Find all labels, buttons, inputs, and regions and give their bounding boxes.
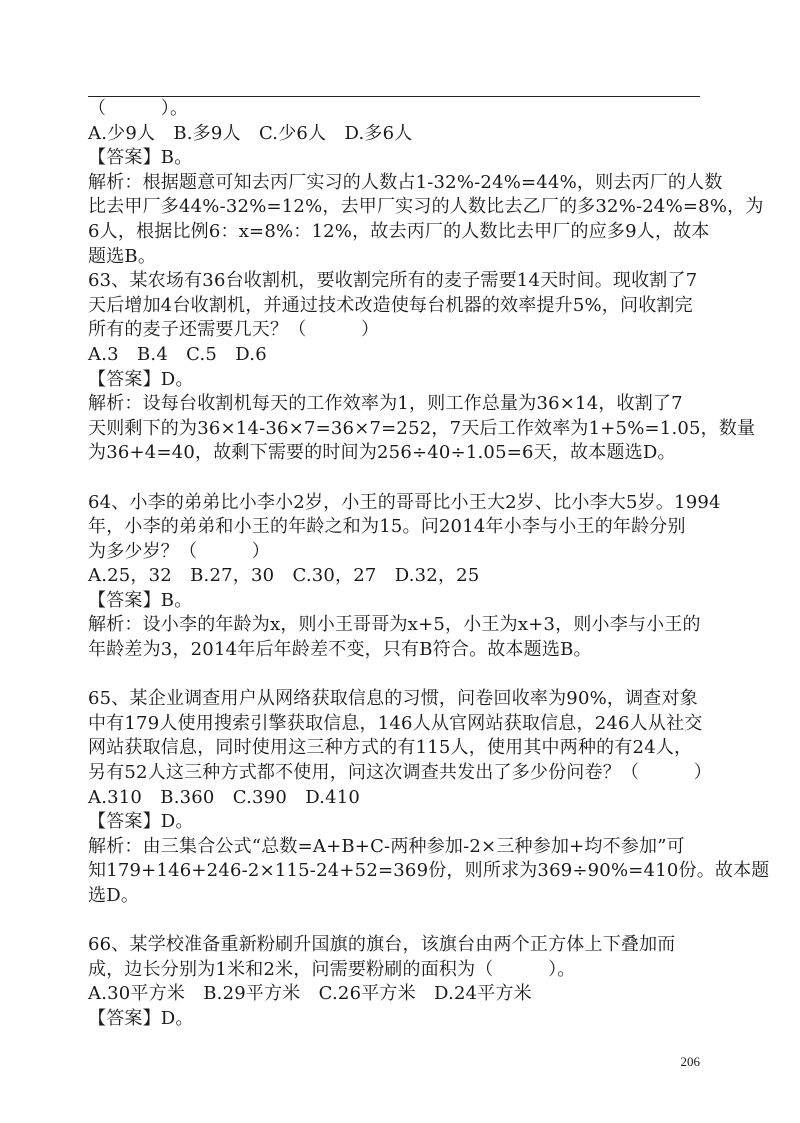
text-line: 另有52人这三种方式都不使用，问这次调查共发出了多少份问卷？（ ） [88, 762, 712, 784]
text-line: 为多少岁？（ ） [88, 540, 270, 562]
text-line: 63、某农场有36台收割机，要收割完所有的麦子需要14天时间。现收割了7 [88, 270, 698, 292]
text-line: A.25，32 B.27，30 C.30，27 D.32，25 [88, 565, 480, 587]
text-line: A.30平方米 B.29平方米 C.26平方米 D.24平方米 [88, 983, 532, 1005]
text-line: （ ）。 [88, 98, 189, 119]
paragraph-gap [88, 663, 700, 688]
text-line: A.3 B.4 C.5 D.6 [88, 343, 267, 365]
text-line: 比去甲厂多44%-32%=12%，去甲厂实习的人数比去乙厂的多32%-24%=8%，为 [88, 196, 764, 218]
text-line: 天则剩下的为36×14-36×7=36×7=252，7天后工作效率为1+5%=1.05，数量 [88, 417, 756, 439]
text-line: 为36+4=40，故剩下需要的时间为256÷40÷1.05=6天，故本题选D。 [88, 442, 676, 464]
text-line: 解析：由三集合公式“总数=A+B+C-两种参加-2×三种参加+均不参加”可 [88, 835, 685, 857]
text-line: 6人，根据比例6：x=8%：12%，故去丙厂的人数比去甲厂的应多9人，故本 [88, 220, 710, 242]
text-line: A.少9人 B.多9人 C.少6人 D.多6人 [88, 122, 413, 144]
text-line: 解析：设小李的年龄为x，则小王哥哥为x+5，小王为x+3，则小李与小王的 [88, 614, 701, 636]
text-line: 【答案】D。 [88, 1007, 194, 1029]
text-line: 【答案】B。 [88, 589, 193, 611]
text-line: A.310 B.360 C.390 D.410 [88, 786, 361, 808]
text-line: 【答案】B。 [88, 147, 193, 169]
text-line: 66、某学校准备重新粉刷升国旗的旗台，该旗台由两个正方体上下叠加而 [88, 934, 676, 956]
text-line: 年，小李的弟弟和小王的年龄之和为15。问2014年小李与小王的年龄分别 [88, 516, 686, 538]
text-line: 题选B。 [88, 245, 157, 267]
text-line: 选D。 [88, 885, 140, 906]
text-line: 所有的麦子还需要几天？（ ） [88, 319, 380, 341]
paragraph-gap [88, 909, 700, 934]
document-page [88, 0, 770, 1123]
text-line: 【答案】D。 [88, 368, 194, 390]
page-number: 206 [680, 1054, 700, 1069]
paragraph-gap [88, 466, 700, 491]
text-line: 解析：设每台收割机每天的工作效率为1，则工作总量为36×14，收割了7 [88, 393, 683, 415]
text-line: 中有179人使用搜索引擎获取信息，146人从官网站获取信息，246人从社交 [88, 712, 703, 734]
text-line: 天后增加4台收割机，并通过技术改造使每台机器的效率提升5%，问收割完 [88, 294, 693, 316]
document-body [88, 97, 770, 1032]
text-line: 年龄差为3，2014年后年龄差不变，只有B符合。故本题选B。 [88, 639, 592, 661]
text-line: 成，边长分别为1米和2米，问需要粉刷的面积为（ ）。 [88, 958, 576, 980]
text-line: 65、某企业调查用户从网络获取信息的习惯，问卷回收率为90%，调查对象 [88, 688, 698, 710]
text-line: 知179+146+246-2×115-24+52=369份，则所求为369÷90%=410份。故本题 [88, 860, 770, 882]
text-line: 【答案】D。 [88, 811, 194, 833]
text-line: 网站获取信息，同时使用这三种方式的有115人，使用其中两种的有24人， [88, 737, 693, 759]
text-line: 64、小李的弟弟比小李小2岁，小王的哥哥比小王大2岁、比小李大5岁。1994 [88, 491, 721, 513]
text-line: 解析：根据题意可知去丙厂实习的人数占1-32%-24%=44%，则去丙厂的人数 [88, 171, 723, 193]
